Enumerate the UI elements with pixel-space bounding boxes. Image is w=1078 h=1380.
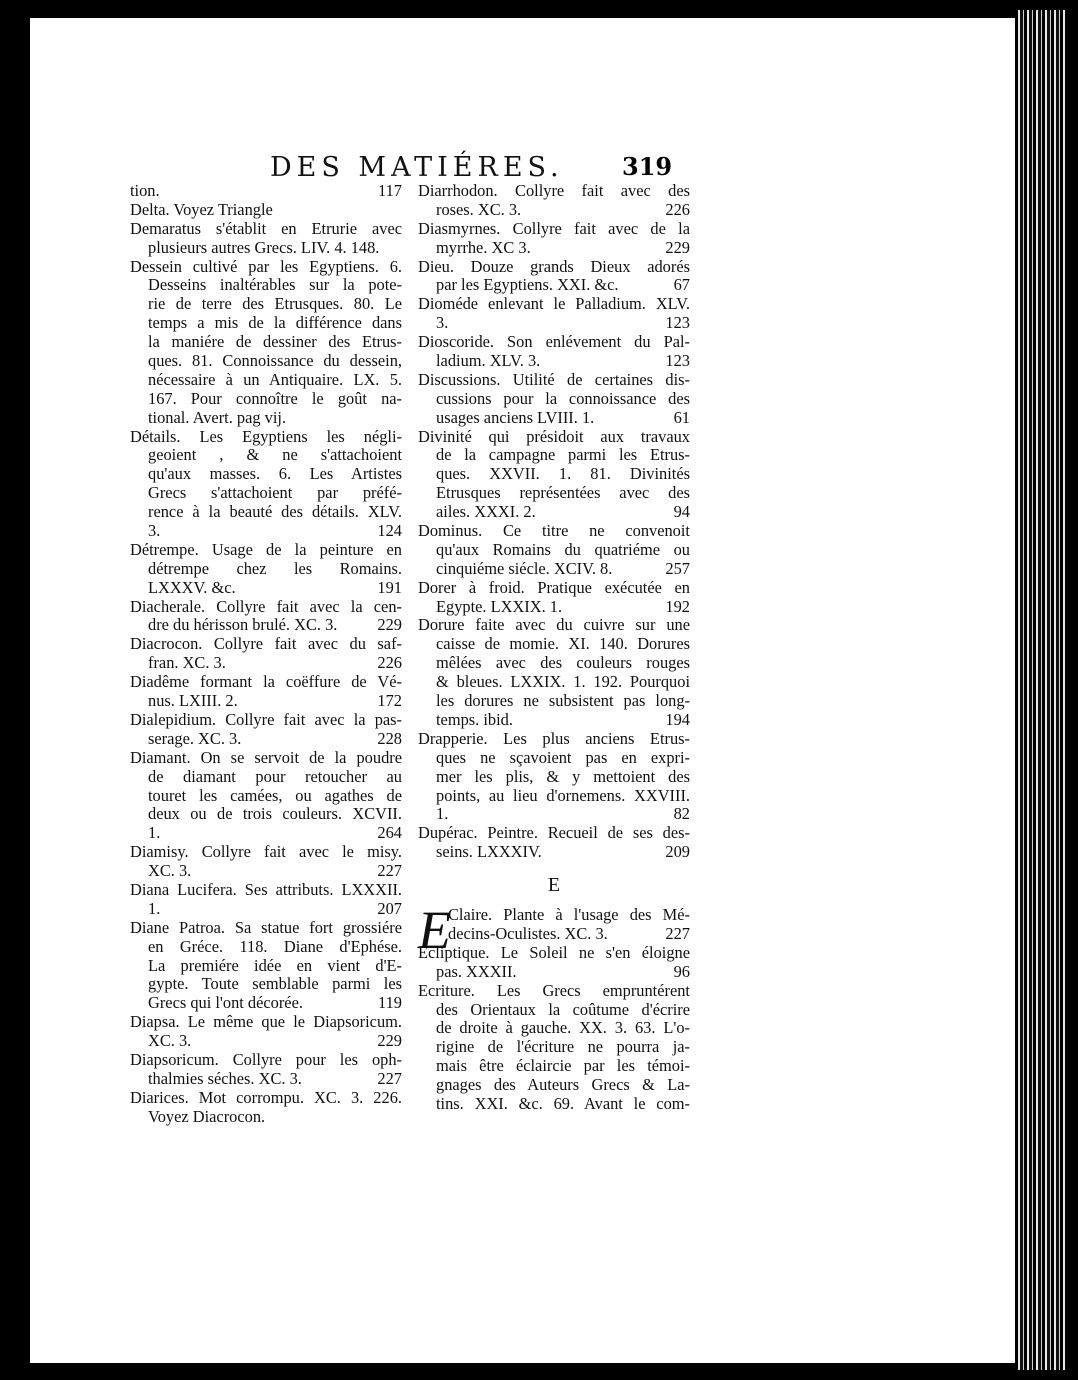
index-entry-line [418, 635, 690, 654]
entry-text: ques. XXVII. 1. 81. Divinités [436, 465, 690, 484]
entry-text: Diarrhodon. Collyre fait avec des [418, 182, 690, 200]
index-entry-line [130, 182, 402, 201]
index-entry-line [418, 579, 690, 598]
entry-page-ref: 123 [665, 352, 690, 371]
entry-text: temps a mis de la différence dans [148, 314, 402, 333]
entry-text: Diapsoricum. Collyre pour les oph- [130, 1050, 402, 1069]
entry-text: Dialepidium. Collyre fait avec la pas- [130, 710, 402, 729]
page-number: 319 [622, 152, 673, 181]
entry-page-ref: 229 [665, 238, 690, 257]
index-entry-line [418, 295, 690, 314]
entry-text: de la campagne parmi les Etrus- [436, 446, 690, 465]
entry-page-ref: 227 [665, 924, 690, 943]
index-entry-line [130, 598, 402, 617]
index-column-right [418, 182, 690, 1114]
entry-text: 3. [148, 522, 161, 541]
index-entry-line [130, 749, 402, 768]
index-entry-line [418, 239, 690, 258]
index-entry-line [418, 522, 690, 541]
index-column-left [130, 182, 402, 1127]
index-entry-line [130, 919, 402, 938]
index-entry-line [130, 805, 402, 824]
entry-text: mêlées avec des couleurs rouges [436, 654, 690, 673]
index-entry-line [130, 465, 402, 484]
index-entry-line [418, 1057, 690, 1076]
index-entry-line [130, 1070, 402, 1089]
entry-text: temps. ibid. [436, 710, 513, 729]
header-title: DES MATIÉRES. [270, 152, 564, 183]
entry-text: ladium. XLV. 3. [436, 352, 541, 371]
entry-text: la maniére de dessiner des Etrus- [148, 333, 402, 352]
entry-text: Diane Patroa. Sa statue fort grossiére [130, 918, 402, 937]
entry-text: 1. [148, 899, 161, 918]
index-entry-line [418, 352, 690, 371]
index-entry-line [418, 749, 690, 768]
entry-text: de diamant pour retoucher au [148, 767, 402, 786]
index-entry-line [418, 963, 690, 982]
index-entry-line [130, 446, 402, 465]
entry-text: geoient , & ne s'attachoient [148, 446, 402, 465]
index-entry-line [418, 598, 690, 617]
index-entry-line [130, 616, 402, 635]
index-entry-line [130, 503, 402, 522]
index-entry-line [418, 730, 690, 749]
entry-text: Diacherale. Collyre fait avec la cen- [130, 597, 402, 616]
entry-text: rie de terre des Etrusques. 80. Le [148, 295, 402, 314]
entry-page-ref: 67 [673, 276, 690, 295]
entry-text: ques. 81. Connoissance du dessein, [148, 352, 402, 371]
entry-page-ref: 117 [378, 182, 402, 200]
entry-text: gypte. Toute semblable parmi les [148, 975, 402, 994]
index-entry-line [418, 314, 690, 333]
entry-text: & bleues. LXXIX. 1. 192. Pourquoi [436, 673, 690, 692]
entry-text: Ecriture. Les Grecs empruntérent [418, 981, 690, 1000]
entry-text: Détrempe. Usage de la peinture en [130, 540, 402, 559]
index-entry-line [418, 787, 690, 806]
entry-text: Egypte. LXXIX. 1. [436, 597, 563, 616]
entry-page-ref: 264 [377, 824, 402, 843]
entry-page-ref: 172 [377, 692, 402, 711]
entry-text: Diana Lucifera. Ses attributs. LXXXII. [130, 880, 402, 899]
index-entry-line [418, 805, 690, 824]
entry-text: deux ou de trois couleurs. XCVII. [148, 805, 402, 824]
entry-text: Diamant. On se servoit de la poudre [130, 748, 402, 767]
entry-page-ref: 229 [377, 1032, 402, 1051]
index-entry-line [130, 711, 402, 730]
entry-text: Diapsa. Le même que le Diapsoricum. [130, 1013, 402, 1032]
index-entry-line [130, 673, 402, 692]
index-entry-line [418, 982, 690, 1001]
index-entry-line [418, 692, 690, 711]
index-entry-line [418, 428, 690, 447]
entry-text: rence à la beauté des détails. XLV. [148, 503, 402, 522]
entry-text: Claire. Plante à l'usage des Mé- [448, 906, 690, 925]
index-entry-line [130, 1108, 402, 1127]
entry-text: Diarices. Mot corrompu. XC. 3. 226. [130, 1088, 402, 1107]
entry-text: Demaratus s'établit en Etrurie avec [130, 219, 402, 238]
index-entry-line [130, 295, 402, 314]
index-entry-line [418, 944, 690, 963]
entry-text: Dominus. Ce titre ne convenoit [418, 522, 690, 541]
entry-text: Dieu. Douze grands Dieux adorés [418, 257, 690, 276]
index-entry-line [130, 276, 402, 295]
entry-text: 1. [148, 824, 161, 843]
index-entry-line [418, 201, 690, 220]
index-entry-line [418, 1019, 690, 1038]
entry-text: détrempe chez les Romains. [148, 559, 402, 578]
entry-text: qu'aux masses. 6. Les Artistes [148, 465, 402, 484]
entry-text: serage. XC. 3. [148, 729, 242, 748]
entry-page-ref: 192 [665, 597, 690, 616]
entry-text: Grecs s'attachoient par préfé- [148, 484, 402, 503]
index-entry-line [418, 1001, 690, 1020]
index-entry-line [418, 768, 690, 787]
entry-page-ref: 226 [377, 654, 402, 673]
entry-page-ref: 124 [377, 522, 402, 541]
entry-text: Dorer à froid. Pratique exécutée en [418, 578, 690, 597]
entry-text: myrrhe. XC 3. [436, 238, 531, 257]
entry-text: par les Egyptiens. XXI. &c. [436, 276, 619, 295]
entry-text: roses. XC. 3. [436, 200, 522, 219]
index-entry-line [418, 276, 690, 295]
entry-text: XC. 3. [148, 862, 192, 881]
entry-page-ref: 96 [673, 962, 690, 981]
entry-page-ref: 257 [665, 559, 690, 578]
entry-text: les dorures ne subsistent pas long- [436, 692, 690, 711]
index-entry-line [130, 938, 402, 957]
entry-text: Drapperie. Les plus anciens Etrus- [418, 729, 690, 748]
entry-page-ref: 191 [377, 578, 402, 597]
entry-text: cussions pour la connoissance des [436, 389, 690, 408]
index-entry-line [418, 371, 690, 390]
index-entry-line [130, 409, 402, 428]
index-entry-line [418, 541, 690, 560]
entry-text: Dessein cultivé par les Egyptiens. 6. [130, 257, 402, 276]
index-entry-line [130, 201, 402, 220]
entry-page-ref: 228 [377, 729, 402, 748]
entry-page-ref: 123 [665, 314, 690, 333]
entry-text: 167. Pour connoître le goût na- [148, 389, 402, 408]
entry-text: cinquiéme siécle. XCIV. 8. [436, 559, 613, 578]
entry-text: Desseins inaltérables sur la pote- [148, 276, 402, 295]
index-entry-line [130, 352, 402, 371]
entry-text: tional. Avert. pag vij. [148, 408, 287, 427]
entry-text: Ecliptique. Le Soleil ne s'en éloigne [418, 943, 690, 962]
index-entry-line [130, 843, 402, 862]
entry-text: LXXXV. &c. [148, 578, 236, 597]
index-entry-line [418, 1076, 690, 1095]
entry-text: rigine de l'écriture ne pourra ja- [436, 1038, 690, 1057]
entry-text: qu'aux Romains du quatriéme ou [436, 540, 690, 559]
index-entry-line [130, 220, 402, 239]
entry-text: decins-Oculistes. XC. 3. [448, 924, 608, 943]
index-entry-line [130, 692, 402, 711]
index-entry-line [418, 654, 690, 673]
index-entry-line [418, 258, 690, 277]
entry-text: Diadême formant la coëffure de Vé- [130, 673, 402, 692]
entry-text: nus. LXIII. 2. [148, 692, 238, 711]
entry-text: ailes. XXXI. 2. [436, 503, 536, 522]
index-entry-line [418, 390, 690, 409]
index-entry-line [418, 503, 690, 522]
index-entry-line [418, 1038, 690, 1057]
entry-text: en Gréce. 118. Diane d'Ephése. [148, 937, 402, 956]
entry-page-ref: 227 [377, 1069, 402, 1088]
index-entry-line [130, 654, 402, 673]
index-entry-line [130, 258, 402, 277]
index-entry-line [130, 881, 402, 900]
index-entry-line [130, 824, 402, 843]
entry-text: des Orientaux la coûtume d'écrire [436, 1000, 690, 1019]
entry-text: fran. XC. 3. [148, 654, 226, 673]
entry-page-ref: 119 [378, 994, 402, 1013]
index-entry-line [130, 333, 402, 352]
entry-text: Diamisy. Collyre fait avec le misy. [130, 843, 402, 862]
entry-text: tins. XXI. &c. 69. Avant le com- [436, 1094, 690, 1113]
index-entry-line [418, 673, 690, 692]
index-entry-line [130, 541, 402, 560]
entry-page-ref: 194 [665, 710, 690, 729]
entry-text: 1. [436, 805, 449, 824]
index-entry-line [130, 975, 402, 994]
index-entry-line [130, 314, 402, 333]
index-entry-line [418, 1095, 690, 1114]
index-entry-line [418, 446, 690, 465]
entry-text: La premiére idée en vient d'E- [148, 956, 402, 975]
index-entry-line [130, 390, 402, 409]
index-entry-line [130, 1013, 402, 1032]
entry-text: Dioméde enlevant le Palladium. XLV. [418, 295, 690, 314]
entry-text: tion. [130, 182, 160, 200]
drop-cap-letter: E [418, 900, 451, 961]
entry-text: Dorure faite avec du cuivre sur une [418, 616, 690, 635]
entry-text: pas. XXXII. [436, 962, 517, 981]
entry-text: Etrusques représentées avec des [436, 484, 690, 503]
entry-text: 3. [436, 314, 449, 333]
entry-text: Dupérac. Peintre. Recueil de ses des- [418, 824, 690, 843]
entry-text: touret les camées, ou agathes de [148, 786, 402, 805]
index-entry-line [130, 635, 402, 654]
index-entry-line [130, 1051, 402, 1070]
index-entry-line [418, 616, 690, 635]
entry-text: plusieurs autres Grecs. LIV. 4. 148. [148, 238, 380, 257]
entry-page-ref: 207 [377, 899, 402, 918]
entry-text: Delta. Voyez Triangle [130, 200, 273, 219]
index-entry-line [130, 768, 402, 787]
index-entry-line [418, 925, 690, 944]
index-entry-line [418, 560, 690, 579]
entry-text: dre du hérisson brulé. XC. 3. [148, 616, 338, 635]
book-page-edges [1015, 10, 1065, 1370]
index-entry-line [130, 862, 402, 881]
index-entry-line [130, 560, 402, 579]
entry-text: XC. 3. [148, 1032, 192, 1051]
entry-text: ques ne sçavoient pas en expri- [436, 748, 690, 767]
index-entry-line [418, 843, 690, 862]
index-entry-line [130, 994, 402, 1013]
index-entry-line [130, 957, 402, 976]
section-e-entries [418, 900, 690, 1114]
entry-text: Diasmyrnes. Collyre fait avec de la [418, 219, 690, 238]
index-entry-line [130, 1032, 402, 1051]
index-entry-line [418, 409, 690, 428]
entry-text: Détails. Les Egyptiens les négli- [130, 427, 402, 446]
entry-text: Grecs qui l'ont décorée. [148, 994, 303, 1013]
index-entry-line [130, 1089, 402, 1108]
index-entry-line [130, 900, 402, 919]
entry-text: Voyez Diacrocon. [148, 1107, 266, 1126]
index-entry-line [418, 220, 690, 239]
index-entry-line [130, 787, 402, 806]
entry-page-ref: 229 [377, 616, 402, 635]
entry-text: Discussions. Utilité de certaines dis- [418, 370, 690, 389]
entry-page-ref: 82 [673, 805, 690, 824]
index-entry-line [418, 906, 690, 925]
entry-text: thalmies séches. XC. 3. [148, 1069, 302, 1088]
index-entry-line [418, 182, 690, 201]
entry-page-ref: 209 [665, 843, 690, 862]
entry-text: mais être éclaircie par les témoi- [436, 1057, 690, 1076]
entry-text: de droite à gauche. XX. 3. 63. L'o- [436, 1019, 690, 1038]
entry-text: Dioscoride. Son enlévement du Pal- [418, 333, 690, 352]
entry-page-ref: 61 [673, 408, 690, 427]
index-entry-line [130, 579, 402, 598]
entry-text: mer les plis, & y mettoient des [436, 767, 690, 786]
index-entry-line [418, 465, 690, 484]
entry-text: points, au lieu d'ornemens. XXVIII. [436, 786, 690, 805]
index-entry-line [418, 333, 690, 352]
entry-text: nécessaire à un Antiquaire. LX. 5. [148, 370, 402, 389]
entry-text: Divinité qui présidoit aux travaux [418, 427, 690, 446]
index-entry-line [418, 484, 690, 503]
entry-text: gnages des Auteurs Grecs & La- [436, 1076, 690, 1095]
section-letter-heading: E [547, 874, 561, 897]
index-entry-line [130, 730, 402, 749]
index-entry-line [130, 239, 402, 258]
index-entry-line [130, 371, 402, 390]
index-entry-line [130, 522, 402, 541]
entry-text: usages anciens LVIII. 1. [436, 408, 595, 427]
entry-page-ref: 94 [673, 503, 690, 522]
entry-text: seins. LXXXIV. [436, 843, 542, 862]
entry-page-ref: 227 [377, 862, 402, 881]
entry-page-ref: 226 [665, 200, 690, 219]
index-entry-line [418, 711, 690, 730]
entry-text: caisse de momie. XI. 140. Dorures [436, 635, 690, 654]
index-entry-line [130, 428, 402, 447]
index-entry-line [130, 484, 402, 503]
index-entry-line [418, 824, 690, 843]
entry-text: Diacrocon. Collyre fait avec du saf- [130, 635, 402, 654]
